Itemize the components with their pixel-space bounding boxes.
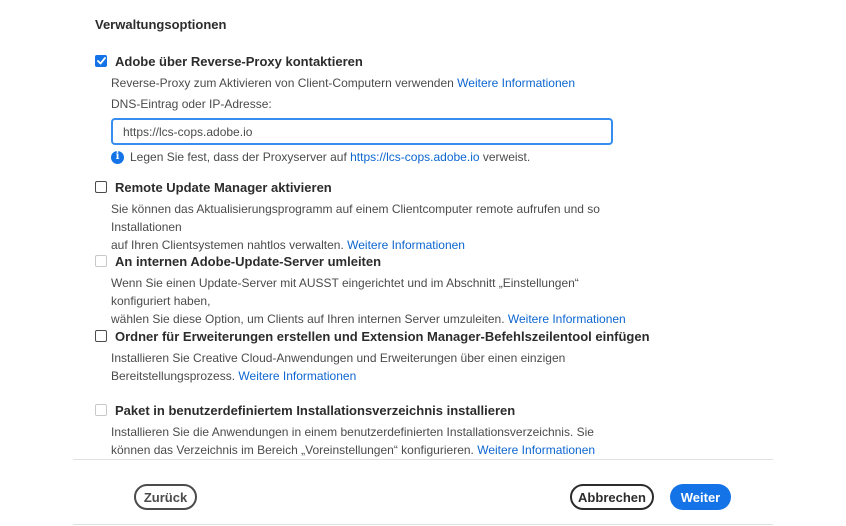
option-header xyxy=(95,253,635,269)
remote-update-manager-checkbox[interactable] xyxy=(95,181,107,193)
bottom-divider xyxy=(73,524,773,525)
desc-line-1: Installieren Sie die Anwendungen in einem benutzerdefinierten Installationsverzeichnis. Sie xyxy=(111,425,594,439)
reverse-proxy-more-info-link[interactable]: Weitere Informationen xyxy=(457,76,575,90)
checkmark-icon xyxy=(97,57,106,65)
option-extensions-folder xyxy=(95,328,695,385)
option-header xyxy=(95,53,635,69)
extensions-folder-description xyxy=(111,349,695,385)
desc-line-2: wählen Sie diese Option, um Clients auf Ihren internen Server umzuleiten. xyxy=(111,312,505,326)
custom-install-dir-label[interactable]: Paket in benutzerdefiniertem Installationsverzeichnis installieren xyxy=(115,402,516,418)
reverse-proxy-label[interactable]: Adobe über Reverse-Proxy kontaktieren xyxy=(115,53,363,69)
proxy-info-link[interactable]: https://lcs-cops.adobe.io xyxy=(350,150,480,164)
option-header xyxy=(95,179,635,195)
desc-line-2: auf Ihren Clientsystemen nahtlos verwalten. xyxy=(111,238,344,252)
custom-install-dir-description xyxy=(111,423,635,459)
custom-install-dir-checkbox[interactable] xyxy=(95,404,107,416)
desc-line-1: Wenn Sie einen Update-Server mit AUSST eingerichtet und im Abschnitt „Einstellungen“ konfiguriert haben, xyxy=(111,276,579,308)
extensions-folder-more-info-link[interactable]: Weitere Informationen xyxy=(238,369,357,383)
info-icon: i xyxy=(111,151,124,164)
option-internal-update-server xyxy=(95,253,635,328)
internal-update-server-more-info-link[interactable]: Weitere Informationen xyxy=(507,312,626,326)
desc-line-2: Bereitstellungsprozess. xyxy=(111,369,236,383)
proxy-info-suffix: verweist. xyxy=(482,150,531,164)
back-button[interactable]: Zurück xyxy=(134,484,197,510)
reverse-proxy-desc-text: Reverse-Proxy zum Aktivieren von Client-Computern verwenden xyxy=(111,76,454,90)
custom-install-dir-more-info-link[interactable]: Weitere Informationen xyxy=(477,443,596,457)
proxy-info-row xyxy=(111,149,635,165)
internal-update-server-checkbox[interactable] xyxy=(95,255,107,267)
dns-field-label: DNS-Eintrag oder IP-Adresse: xyxy=(111,97,272,111)
desc-line-1: Sie können das Aktualisierungsprogramm auf einem Clientcomputer remote aufrufen und so Installationen xyxy=(111,202,600,234)
internal-update-server-label[interactable]: An internen Adobe-Update-Server umleiten xyxy=(115,253,382,269)
option-remote-update-manager xyxy=(95,179,635,254)
footer-divider xyxy=(73,459,773,460)
remote-update-manager-more-info-link[interactable]: Weitere Informationen xyxy=(347,238,465,252)
extensions-folder-label[interactable]: Ordner für Erweiterungen erstellen und Extension Manager-Befehlszeilentool einfügen xyxy=(115,328,650,344)
reverse-proxy-description xyxy=(111,74,635,92)
proxy-info-text: Legen Sie fest, dass der Proxyserver auf xyxy=(130,150,347,164)
reverse-proxy-checkbox[interactable] xyxy=(95,55,107,67)
option-reverse-proxy xyxy=(95,53,635,165)
internal-update-server-description xyxy=(111,274,635,328)
remote-update-manager-description xyxy=(111,200,635,254)
extensions-folder-checkbox[interactable] xyxy=(95,330,107,342)
cancel-button[interactable]: Abbrechen xyxy=(570,484,654,510)
desc-line-2: können das Verzeichnis im Bereich „Voreinstellungen“ konfigurieren. xyxy=(111,443,474,457)
section-title: Verwaltungsoptionen xyxy=(95,17,227,32)
option-custom-install-dir xyxy=(95,402,635,459)
remote-update-manager-label[interactable]: Remote Update Manager aktivieren xyxy=(115,179,332,195)
dns-input[interactable] xyxy=(111,118,613,145)
option-header xyxy=(95,402,635,418)
next-button[interactable]: Weiter xyxy=(670,484,731,510)
desc-line-1: Installieren Sie Creative Cloud-Anwendungen und Erweiterungen über einen einzigen xyxy=(111,351,566,365)
option-header xyxy=(95,328,695,344)
